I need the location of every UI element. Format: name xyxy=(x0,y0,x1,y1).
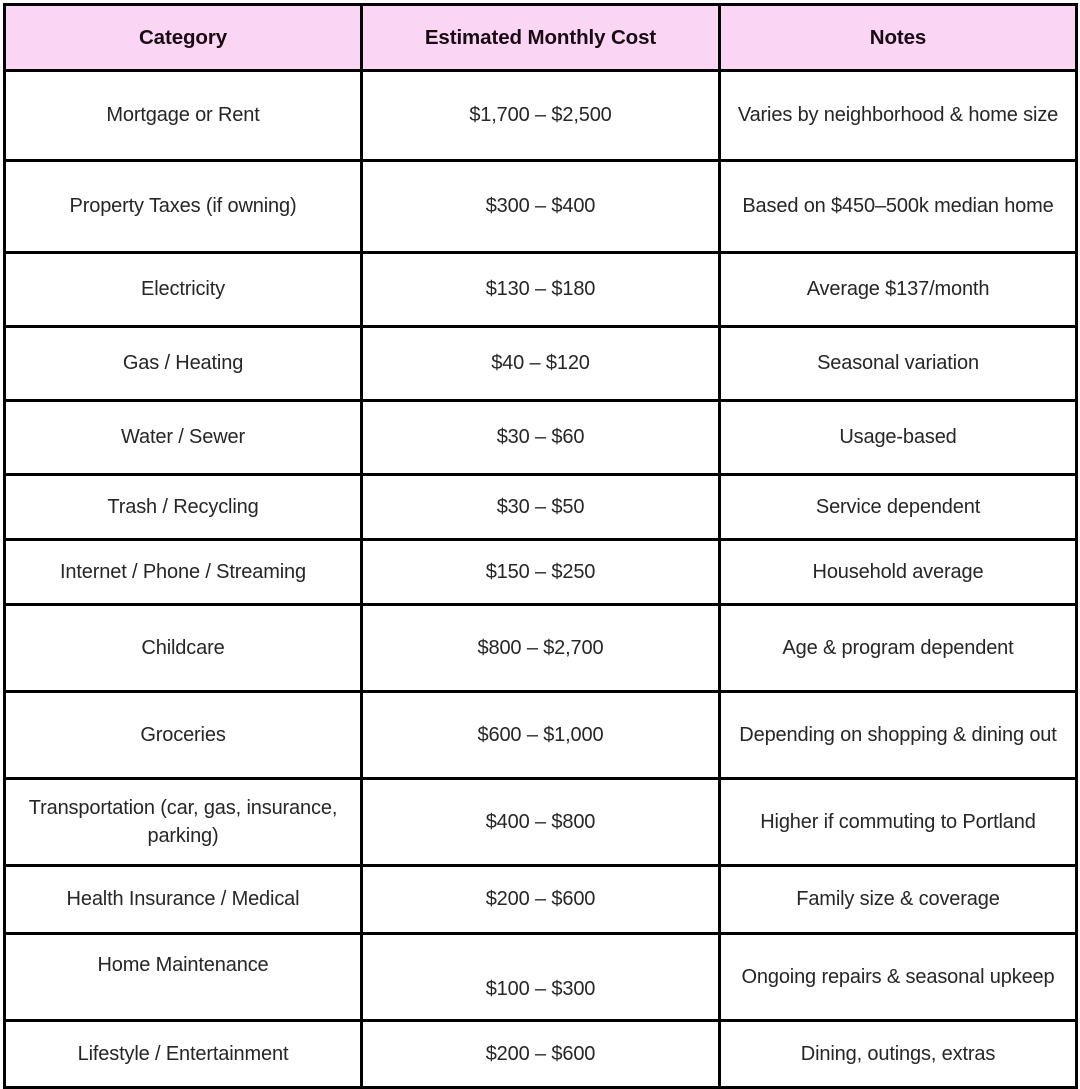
cell-category: Groceries xyxy=(5,692,362,779)
table-header xyxy=(5,5,1077,71)
cell-category: Mortgage or Rent xyxy=(5,71,362,161)
cell-category: Trash / Recycling xyxy=(5,475,362,540)
cell-cost: $600 – $1,000 xyxy=(362,692,720,779)
column-header-category: Category xyxy=(5,5,362,71)
header-row xyxy=(5,5,1077,71)
column-header-notes: Notes xyxy=(720,5,1077,71)
cell-category: Health Insurance / Medical xyxy=(5,866,362,934)
cell-notes: Service dependent xyxy=(720,475,1077,540)
cell-notes: Family size & coverage xyxy=(720,866,1077,934)
cell-category: Lifestyle / Entertainment xyxy=(5,1021,362,1088)
cell-category: Childcare xyxy=(5,605,362,692)
cell-cost: $1,700 – $2,500 xyxy=(362,71,720,161)
table-row xyxy=(5,475,1077,540)
cell-cost: $30 – $50 xyxy=(362,475,720,540)
cell-notes: Based on $450–500k median home xyxy=(720,161,1077,253)
table-row xyxy=(5,253,1077,327)
column-header-estimated-monthly-cost: Estimated Monthly Cost xyxy=(362,5,720,71)
cell-notes: Depending on shopping & dining out xyxy=(720,692,1077,779)
cell-cost: $800 – $2,700 xyxy=(362,605,720,692)
cell-notes: Household average xyxy=(720,540,1077,605)
table-row xyxy=(5,866,1077,934)
cell-cost: $200 – $600 xyxy=(362,1021,720,1088)
cell-notes: Usage-based xyxy=(720,401,1077,475)
cell-notes: Seasonal variation xyxy=(720,327,1077,401)
cell-notes: Dining, outings, extras xyxy=(720,1021,1077,1088)
cell-cost: $40 – $120 xyxy=(362,327,720,401)
table-row xyxy=(5,540,1077,605)
cell-notes: Higher if commuting to Portland xyxy=(720,779,1077,866)
cell-category: Water / Sewer xyxy=(5,401,362,475)
cell-category: Transportation (car, gas, insurance, parking) xyxy=(5,779,362,866)
cell-cost: $300 – $400 xyxy=(362,161,720,253)
table-row xyxy=(5,779,1077,866)
cell-category: Gas / Heating xyxy=(5,327,362,401)
table-row xyxy=(5,161,1077,253)
cell-notes: Varies by neighborhood & home size xyxy=(720,71,1077,161)
cell-cost: $400 – $800 xyxy=(362,779,720,866)
cell-cost: $130 – $180 xyxy=(362,253,720,327)
cell-category: Electricity xyxy=(5,253,362,327)
table-row xyxy=(5,71,1077,161)
table-row xyxy=(5,605,1077,692)
cell-category: Property Taxes (if owning) xyxy=(5,161,362,253)
cost-table-container xyxy=(3,3,1075,1074)
estimated-monthly-cost-table xyxy=(3,3,1078,1089)
table-row xyxy=(5,692,1077,779)
table-row xyxy=(5,401,1077,475)
cell-cost: $200 – $600 xyxy=(362,866,720,934)
cell-category: Home Maintenance xyxy=(5,934,362,1021)
table-row xyxy=(5,934,1077,1021)
cell-cost: $100 – $300 xyxy=(362,934,720,1021)
table-body xyxy=(5,71,1077,1088)
cell-cost: $30 – $60 xyxy=(362,401,720,475)
table-row xyxy=(5,1021,1077,1088)
cell-cost: $150 – $250 xyxy=(362,540,720,605)
cell-notes: Age & program dependent xyxy=(720,605,1077,692)
cell-notes: Ongoing repairs & seasonal upkeep xyxy=(720,934,1077,1021)
cell-notes: Average $137/month xyxy=(720,253,1077,327)
cell-category: Internet / Phone / Streaming xyxy=(5,540,362,605)
table-row xyxy=(5,327,1077,401)
